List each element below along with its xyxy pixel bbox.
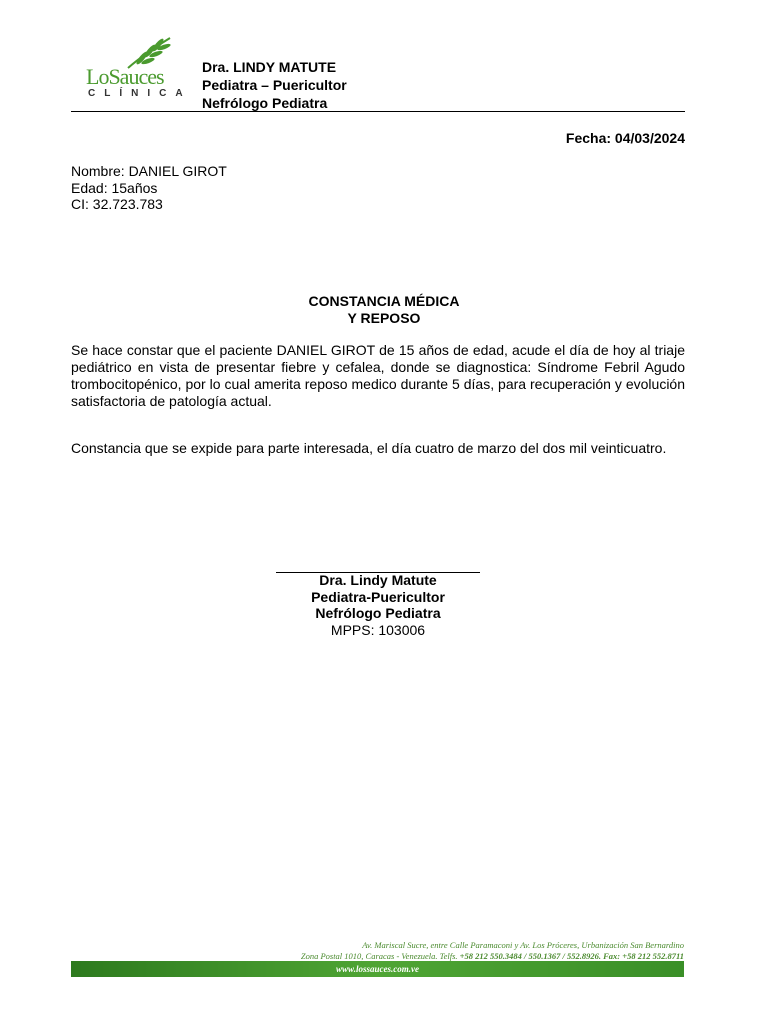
header-divider — [71, 111, 685, 112]
signature-mpps: MPPS: 103006 — [330, 621, 426, 638]
doctor-header — [202, 58, 347, 112]
patient-name: Nombre: DANIEL GIROT — [71, 163, 227, 179]
title-line-2: Y REPOSO — [347, 310, 421, 326]
footer-phones: +58 212 550.3484 / 550.1367 / 552.8926. Fax: +58 212 552.8711 — [459, 951, 684, 961]
clinic-logo — [84, 36, 192, 106]
patient-info — [71, 163, 227, 213]
signature-title-1: Pediatra-Puericultor — [311, 588, 445, 605]
signature-block — [0, 572, 756, 638]
footer-address-line-1: Av. Mariscal Sucre, entre Calle Paramaconi y Av. Los Próceres, Urbanización San Bernardino — [362, 940, 684, 950]
patient-age: Edad: 15años — [71, 179, 158, 196]
patient-id: CI: 32.723.783 — [71, 196, 163, 212]
signature-name: Dra. Lindy Matute — [319, 572, 437, 588]
footer-address — [160, 940, 684, 962]
logo-subtitle: CLÍNICA — [88, 88, 192, 99]
footer-url: www.lossauces.com.ve — [336, 964, 419, 974]
doctor-specialty-1: Pediatra – Puericultor — [202, 77, 347, 93]
body-paragraph-1: Se hace constar que el paciente DANIEL GIROT de 15 años de edad, acude el día de hoy al triaje pediátrico en vista de presentar fiebre y cefalea, donde se diagnostica: Síndrome Febril Agudo trombocitopénico, por lo cual amerita reposo medico durante 5 días, para recuperación y evolución satisfactoria de patología actual. — [71, 342, 685, 409]
logo-brand: LoSauces — [86, 64, 164, 89]
signature-title-2: Nefrólogo Pediatra — [315, 605, 441, 621]
document-date: Fecha: 04/03/2024 — [565, 130, 685, 146]
footer-postal: Zona Postal 1010, Caracas - Venezuela. Telfs. — [300, 951, 460, 961]
doctor-name: Dra. LINDY MATUTE — [202, 59, 337, 75]
title-line-1: CONSTANCIA MÉDICA — [308, 293, 460, 309]
doctor-specialty-2: Nefrólogo Pediatra — [202, 95, 328, 111]
body-paragraph-2: Constancia que se expide para parte interesada, el día cuatro de marzo del dos mil veinticuatro. — [71, 440, 667, 456]
document-title — [0, 293, 768, 327]
